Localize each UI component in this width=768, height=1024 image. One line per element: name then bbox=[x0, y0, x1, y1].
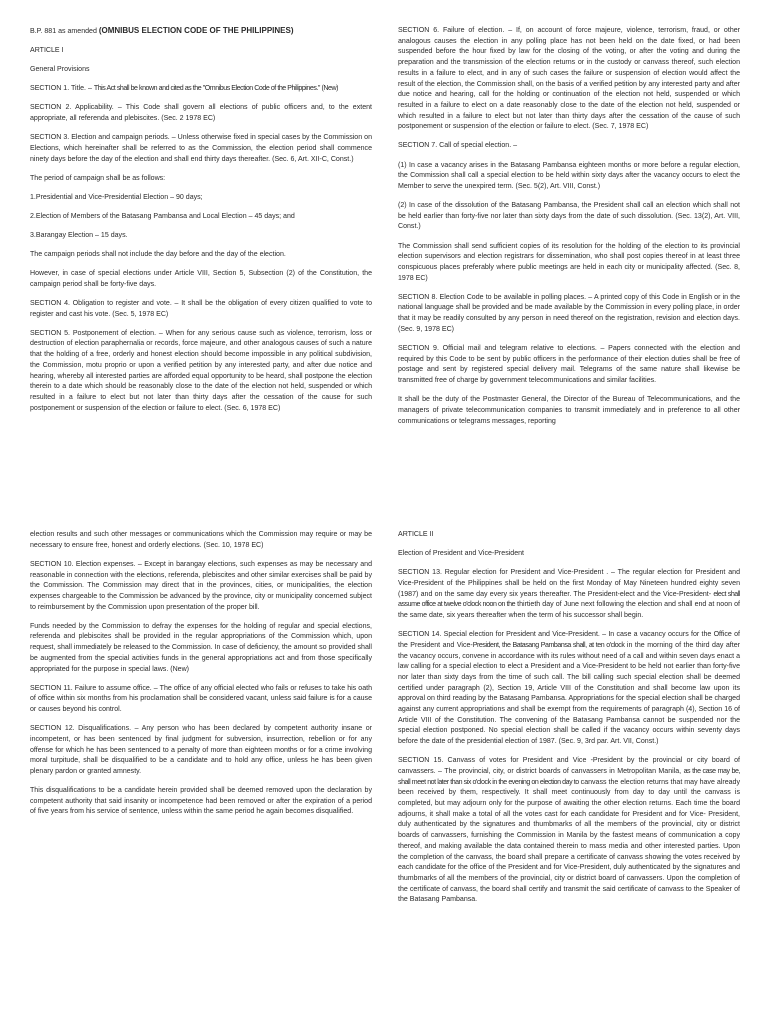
paragraph bbox=[30, 269, 372, 290]
paragraph-text: It shall be the duty of the Postmaster General, the Director of the Bureau of Telecommunications, and the managers of private telecommunication companies to transmit immediately and in preference to all other communications or telegrams messages, reporting bbox=[398, 396, 740, 425]
paragraph-text: SECTION 10. Election expenses. – Except in barangay elections, such expenses as may be necessary and reasonable in connection with the elections, referenda, plebiscites and other similar exercises shall be paid by the Commission. The Commission may direct that in the provinces, cities, or municipalities, the election expenses chargeable to the Commission be advanced by the province, city or municipality concerned subject to reimbursement by the Commission upon presentation of the proper bill. bbox=[30, 560, 372, 611]
paragraph-text: 1.Presidential and Vice-Presidential Election – 90 days; bbox=[30, 193, 203, 201]
paragraph-text: SECTION 12. Disqualifications. – Any person who has been declared by competent authority insane or incompetent, or has been sentenced by final judgment for subversion, insurrection, rebellion or for any offense for which he has been sentenced to a penalty of more than eighteen months or for a crime involving moral turpitude, shall be disqualified to be a candidate and to hold any office, unless he has been given plenary pardon or granted amnesty. bbox=[30, 725, 372, 775]
paragraph bbox=[398, 201, 740, 233]
paragraph-text: election results and such other messages or communications which the Commission may require or may be necessary to ensure free, honest and orderly elections. (Sec. 10, 1978 EC) bbox=[30, 531, 372, 549]
paragraph bbox=[398, 630, 740, 748]
paragraph-lead: SECTION 1. Title. – bbox=[30, 85, 94, 93]
paragraph-lead: SECTION 13. Regular election for President and Vice-President . – The regular election for President and Vice-President of the Philippines shall be held on the first Monday of May Nineteen hundred eighty seven (1987) and on the same day every six years thereafter. The President-elect and the Vice-President- bbox=[398, 569, 740, 598]
paragraph bbox=[30, 26, 372, 38]
paragraph-text: SECTION 9. Official mail and telegram relative to elections. – Papers connected with the election and required by this Code to be sent by public officers in the performance of their election duties shall be free of postage and sent by registered special delivery mail. Telegrams of the same nature shall likewise be transmitted free of charge by government telecommunications and similar facilities. bbox=[398, 344, 740, 385]
paragraph bbox=[398, 141, 740, 152]
paragraph bbox=[398, 293, 740, 336]
paragraph bbox=[30, 329, 372, 415]
column-2 bbox=[398, 26, 740, 436]
paragraph-lead: SECTION 14. Special election for President and Vice-President. – In case a vacancy occurs for the Office of the President and Vice- bbox=[398, 631, 740, 649]
paragraph-text: SECTION 3. Election and campaign periods. – Unless otherwise fixed in special cases by the Commission on Elections, which hereinafter shall be referred to as the Commission, the election period shall commence ninety days before the day of the election and shall end thirty days thereafter. (Sec. 6, Art. XII-C, Const.) bbox=[30, 134, 372, 163]
condensed-text: as the case may be, shall meet not later than six o'clock in the evening on election day to bbox=[398, 767, 740, 786]
paragraph-text: General Provisions bbox=[30, 66, 90, 74]
paragraph-text: This disqualifications to be a candidate herein provided shall be deemed removed upon the declaration by competent authority that said insanity or incompetence had been removed or after the expiration of a period of five years from his service of sentence, unless within the same period he again becomes disqualified. bbox=[30, 787, 372, 816]
paragraph bbox=[30, 193, 372, 204]
paragraph bbox=[30, 724, 372, 778]
paragraph-text: SECTION 5. Postponement of election. – When for any serious cause such as violence, terrorism, loss or destruction of election paraphernalia or records, force majeure, and other analogous causes of such a nature that the holding of a free, orderly and honest election should become impossible in any political subdivision, the Commission, motu proprio or upon a verified petition by any interested party, and after due notice and hearing, whereby all interested parties are afforded equal opportunity to be heard, shall postpone the election therein to a date which should be reasonably close to the date of the election not held, suspended or which resulted in a failure to elect but not later than thirty days after the cessation of the cause for such postponement or suspension of the election or failure to elect. (Sec. 6, 1978 EC) bbox=[30, 329, 372, 412]
paragraph-text: SECTION 11. Failure to assume office. – The office of any official elected who fails or refuses to take his oath of office within six months from his proclamation shall be considered vacant, unless said failure is for a cause or causes beyond his control. bbox=[30, 684, 372, 714]
paragraph bbox=[398, 568, 740, 622]
paragraph bbox=[398, 161, 740, 193]
paragraph bbox=[398, 549, 740, 560]
column-3 bbox=[30, 530, 372, 827]
column-1 bbox=[30, 26, 372, 423]
paragraph-text: SECTION 4. Obligation to register and vote. – It shall be the obligation of every citizen qualified to vote to register and cast his vote. (Sec. 5, 1978 EC) bbox=[30, 299, 372, 318]
paragraph-text: ARTICLE II bbox=[398, 531, 434, 538]
paragraph bbox=[398, 242, 740, 285]
paragraph bbox=[398, 26, 740, 133]
condensed-text: elect shall assume office at twelve o'clock noon on the bbox=[398, 590, 740, 609]
paragraph-lead: SECTION 15. Canvass of votes for President and Vice -President by the provincial or city board of canvassers. – The provincial, city, or district boards of canvassers in Metropolitan Manila, bbox=[398, 757, 740, 775]
code-title: (OMNIBUS ELECTION CODE OF THE PHILIPPINES) bbox=[98, 26, 294, 35]
paragraph-text: 3.Barangay Election – 15 days. bbox=[30, 231, 128, 239]
paragraph bbox=[398, 395, 740, 427]
paragraph bbox=[30, 65, 372, 76]
paragraph-text: The campaign periods shall not include the day before and the day of the election. bbox=[30, 251, 286, 259]
paragraph-text: SECTION 6. Failure of election. – If, on account of force majeure, violence, terrorism, fraud, or other analogous causes the election in any polling place has not been held on the date fixed, or had been suspended before the hour fixed by law for the closing of the voting, or after the voting and during the preparation and the transmission of the election returns or in the custody or canvass thereof, such election results in a failure to elect, and in any of such cases the failure or suspension of election would affect the result of the election, the Commission shall, on the basis of a verified petition by any interested party and after due notice and hearing, call for the holding or continuation of the election not held, suspended or which resulted in a failure to elect on a date reasonably close to the date of the election not held, suspended or which resulted in a failure to elect but not later than thirty days after the cessation of the cause of such postponement or suspension of the election or failure to elect. (Sec. 7, 1978 EC) bbox=[398, 27, 740, 131]
paragraph bbox=[30, 530, 372, 551]
paragraph-text: SECTION 2. Applicability. – This Code shall govern all elections of public officers and, to the extent appropriate, all referenda and plebiscites. (Sec. 2 1978 EC) bbox=[30, 104, 372, 123]
paragraph bbox=[30, 212, 372, 223]
paragraph bbox=[30, 622, 372, 676]
paragraph bbox=[30, 133, 372, 165]
paragraph-text: The Commission shall send sufficient copies of its resolution for the holding of the election to its provincial election supervisors and election registrars for dissemination, who shall post copies thereof in at least three conspicuous places preferably where public meetings are held in each city or municipality affected. (Sec. 8, 1978 EC) bbox=[398, 242, 740, 282]
paragraph bbox=[30, 46, 372, 57]
paragraph bbox=[30, 684, 372, 716]
paragraph-text: 2.Election of Members of the Batasang Pambansa and Local Election – 45 days; and bbox=[30, 212, 295, 220]
paragraph bbox=[398, 344, 740, 387]
paragraph-tail: thirtieth day of June next following the election and shall end at noon of the same date, six years thereafter when the term of his successor shall begin. bbox=[398, 601, 740, 619]
paragraph-text: Funds needed by the Commission to defray the expenses for the holding of regular and special elections, referenda and plebiscites shall be provided in the regular appropriations of the Commission which, upon request, shall immediately be released to the Commission. In case of deficiency, the amount so provided shall be augmented from the special activities funds in the general appropriations act and from those specifically appropriated for the purpose in special laws. (New) bbox=[30, 622, 372, 673]
paragraph bbox=[30, 250, 372, 261]
paragraph bbox=[30, 103, 372, 124]
paragraph-text: Election of President and Vice-President bbox=[398, 550, 525, 558]
paragraph-text: However, in case of special elections under Article VIII, Section 5, Subsection (2) of the Constitution, the campaign period shall be forty-five days. bbox=[30, 270, 372, 288]
column-4 bbox=[398, 530, 740, 914]
paragraph bbox=[30, 174, 372, 185]
paragraph bbox=[30, 84, 372, 95]
paragraph-text: (2) In case of the dissolution of the Batasang Pambansa, the President shall call an election which shall not be held earlier than forty-five nor later than sixty days from the date of such dissolution. (Sec. 13(2), Art. VIII, Const.) bbox=[398, 202, 740, 231]
paragraph-text: SECTION 7. Call of special election. – bbox=[398, 142, 518, 150]
paragraph-text: The period of campaign shall be as follows: bbox=[30, 174, 166, 182]
paragraph-text: ARTICLE I bbox=[30, 47, 64, 55]
paragraph bbox=[398, 530, 740, 541]
paragraph bbox=[30, 786, 372, 818]
condensed-text: This Act shall be known and cited as the "Omnibus Election Code of the Philippines." (New) bbox=[93, 85, 339, 93]
paragraph-text: SECTION 8. Election Code to be available in polling places. – A printed copy of this Code in English or in the national language shall be provided and be made available by the Commission in every polling place, in order that it may be readily consulted by any person in need thereof on the registration, revision and election days. (Sec. 9, 1978 EC) bbox=[398, 293, 740, 333]
paragraph-text: (1) In case a vacancy arises in the Batasang Pambansa eighteen months or more before a regular election, the Commission shall call a special election to be held within sixty days after the vacancy occurs to elect the Member to serve the unexpired term. (Sec. 5(2), Art. VIII, Const.) bbox=[398, 161, 740, 190]
paragraph bbox=[398, 756, 740, 906]
paragraph-tail: in the morning of the third day after the vacancy occurs, convene in accordance with its rules without need of a call and within seven days enact a law calling for a special election to elect a President and a Vice-President to be held not earlier than forty-five nor later than sixty days from the time of such call. The bill calling such special election shall be deemed certified under paragraph (2), Section 19, Article VIII of the Constitution and shall become law upon its approval on third reading by the Batasang Pambansa. Appropriations for the special election shall be charged against any current appropriations and shall be exempt from the requirements of paragraph (4), Section 16 of Article VIII of the Constitution. The convening of the Batasang Pambansa cannot be suspended nor the special election postponed. No special election shall be called if the vacancy occurs within seventy days before the date of the presidential election of 1987. (Sec. 9, 3rd par. Art. VII, Const.) bbox=[398, 641, 740, 746]
paragraph bbox=[30, 231, 372, 242]
paragraph bbox=[30, 560, 372, 614]
paragraph-lead: B.P. 881 as amended bbox=[30, 28, 99, 35]
paragraph bbox=[30, 299, 372, 320]
paragraph-tail: canvass the election returns that may have already been received by them, respectively. It shall meet continuously from day to day until the canvass is completed, but may adjourn only for the purpose of awaiting the other election returns. Each time the board adjourns, it shall make a total of all the votes cast for each candidate for President and for Vice- President, duly authenticated by the signatures and thumbmarks of all the members of the provincial, city or district boards of canvassers, furnishing the Commission in Manila by the fastest means of communication a copy thereof, and making available the data contained therein to mass media and other interested parties. Upon the completion of the canvass, the board shall prepare a certificate of canvass showing the votes received by each candidate for the office of the President and for Vice-President, duly authenticated by the signatures and thumbmarks of all the members of the provincial, city or district board of canvassers. Upon the completion of the certificate of canvass, the board shall certify and transmit the said certificate of canvass to the Speaker of the Batasang Pambansa. bbox=[398, 778, 740, 904]
condensed-text: President, the Batasang Pambansa shall, at ten o'clock bbox=[472, 641, 625, 649]
